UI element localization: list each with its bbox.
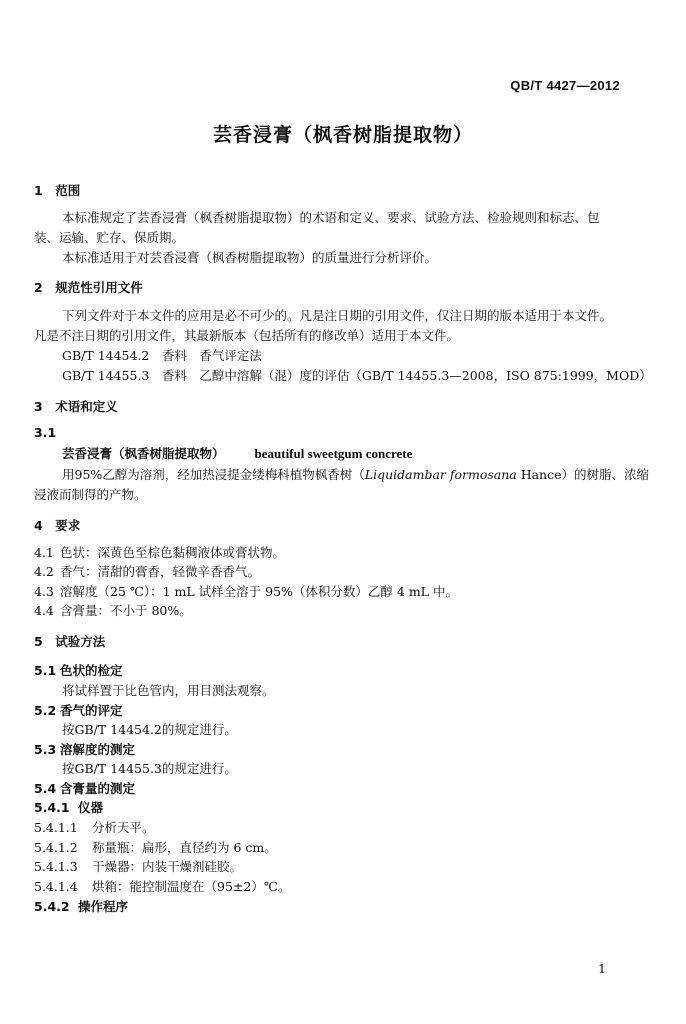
reference-gbt-14454-2: GB/T 14454.2 香料 香气评定法 (62, 348, 262, 363)
subsection-5-1-text: 将试样置于比色管内，用目测法观察。 (62, 683, 275, 698)
requirement-item: 4.2 香气：清甜的膏香，轻微辛香香气。 (34, 564, 261, 579)
term-entry (62, 444, 412, 462)
section-2-paragraph-line-2: 凡是不注日期的引用文件，其最新版本（包括所有的修改单）适用于本文件。 (34, 328, 460, 343)
instrument-item: 5.4.1.4 烘箱：能控制温度在（95±2）℃。 (34, 879, 291, 894)
subsection-5-3-text: 按GB/T 14455.3的规定进行。 (62, 761, 237, 776)
term-number: 3.1 (34, 425, 57, 440)
requirement-item: 4.3 溶解度（25 ℃）：1 mL 试样全溶于 95%（体积分数）乙醇 4 mL 中。 (34, 584, 458, 599)
section-2-paragraph-line-1: 下列文件对于本文件的应用是必不可少的。凡是注日期的引用文件，仅注日期的版本适用于本文件。 (62, 308, 613, 323)
section-1-paragraph-2: 本标准适用于对芸香浸膏（枫香树脂提取物）的质量进行分析评价。 (62, 250, 438, 265)
subsection-5-2-heading: 5.2 香气的评定 (34, 703, 123, 718)
instrument-item: 5.4.1.1 分析天平。 (34, 820, 155, 835)
page-number: 1 (598, 961, 606, 976)
term-english: beautiful sweetgum concrete (254, 446, 413, 461)
instrument-item: 5.4.1.3 干燥器：内装干燥剂硅胶。 (34, 859, 243, 874)
document-title: 芸香浸膏（枫香树脂提取物） (212, 124, 473, 146)
section-1-paragraph-1-line-1: 本标准规定了芸香浸膏（枫香树脂提取物）的术语和定义、要求、试验方法、检验规则和标志、包 (62, 210, 600, 225)
subsection-5-3-heading: 5.3 溶解度的测定 (34, 742, 136, 757)
standard-number: QB/T 4427—2012 (510, 78, 620, 93)
definition-text-a: 用95%乙醇为溶剂，经加热浸提金缕梅科植物枫香树（ (62, 467, 365, 482)
reference-gbt-14455-3: GB/T 14455.3 香料 乙醇中溶解（混）度的评估（GB/T 14455.3—2008，ISO 875:1999，MOD） (62, 368, 652, 383)
definition-text-b: Hance）的树脂、浓缩 (516, 467, 650, 482)
section-5-heading: 5 试验方法 (34, 634, 106, 649)
subsection-5-4-heading: 5.4 含膏量的测定 (34, 781, 136, 796)
instrument-item: 5.4.1.2 称量瓶：扁形，直径约为 6 cm。 (34, 840, 277, 855)
section-1-paragraph-1-line-2: 装、运输、贮存、保质期。 (34, 230, 185, 245)
requirement-item: 4.1 色状：深黄色至棕色黏稠液体或膏状物。 (34, 545, 286, 560)
subsection-5-2-text: 按GB/T 14454.2的规定进行。 (62, 722, 237, 737)
section-2-heading: 2 规范性引用文件 (34, 280, 143, 295)
subsection-5-4-2-heading: 5.4.2 操作程序 (34, 899, 129, 914)
latin-name: Liquidambar formosana (364, 467, 517, 482)
section-1-heading: 1 范围 (34, 183, 81, 198)
section-4-heading: 4 要求 (34, 518, 81, 533)
subsection-5-1-heading: 5.1 色状的检定 (34, 663, 123, 678)
term-definition-line-1 (62, 465, 649, 483)
term-chinese: 芸香浸膏（枫香树脂提取物） (62, 446, 225, 461)
requirement-item: 4.4 含膏量：不小于 80%。 (34, 603, 192, 618)
subsection-5-4-1-heading: 5.4.1 仪器 (34, 800, 104, 815)
term-definition-line-2: 浸液而制得的产物。 (34, 487, 147, 502)
section-3-heading: 3 术语和定义 (34, 399, 118, 414)
